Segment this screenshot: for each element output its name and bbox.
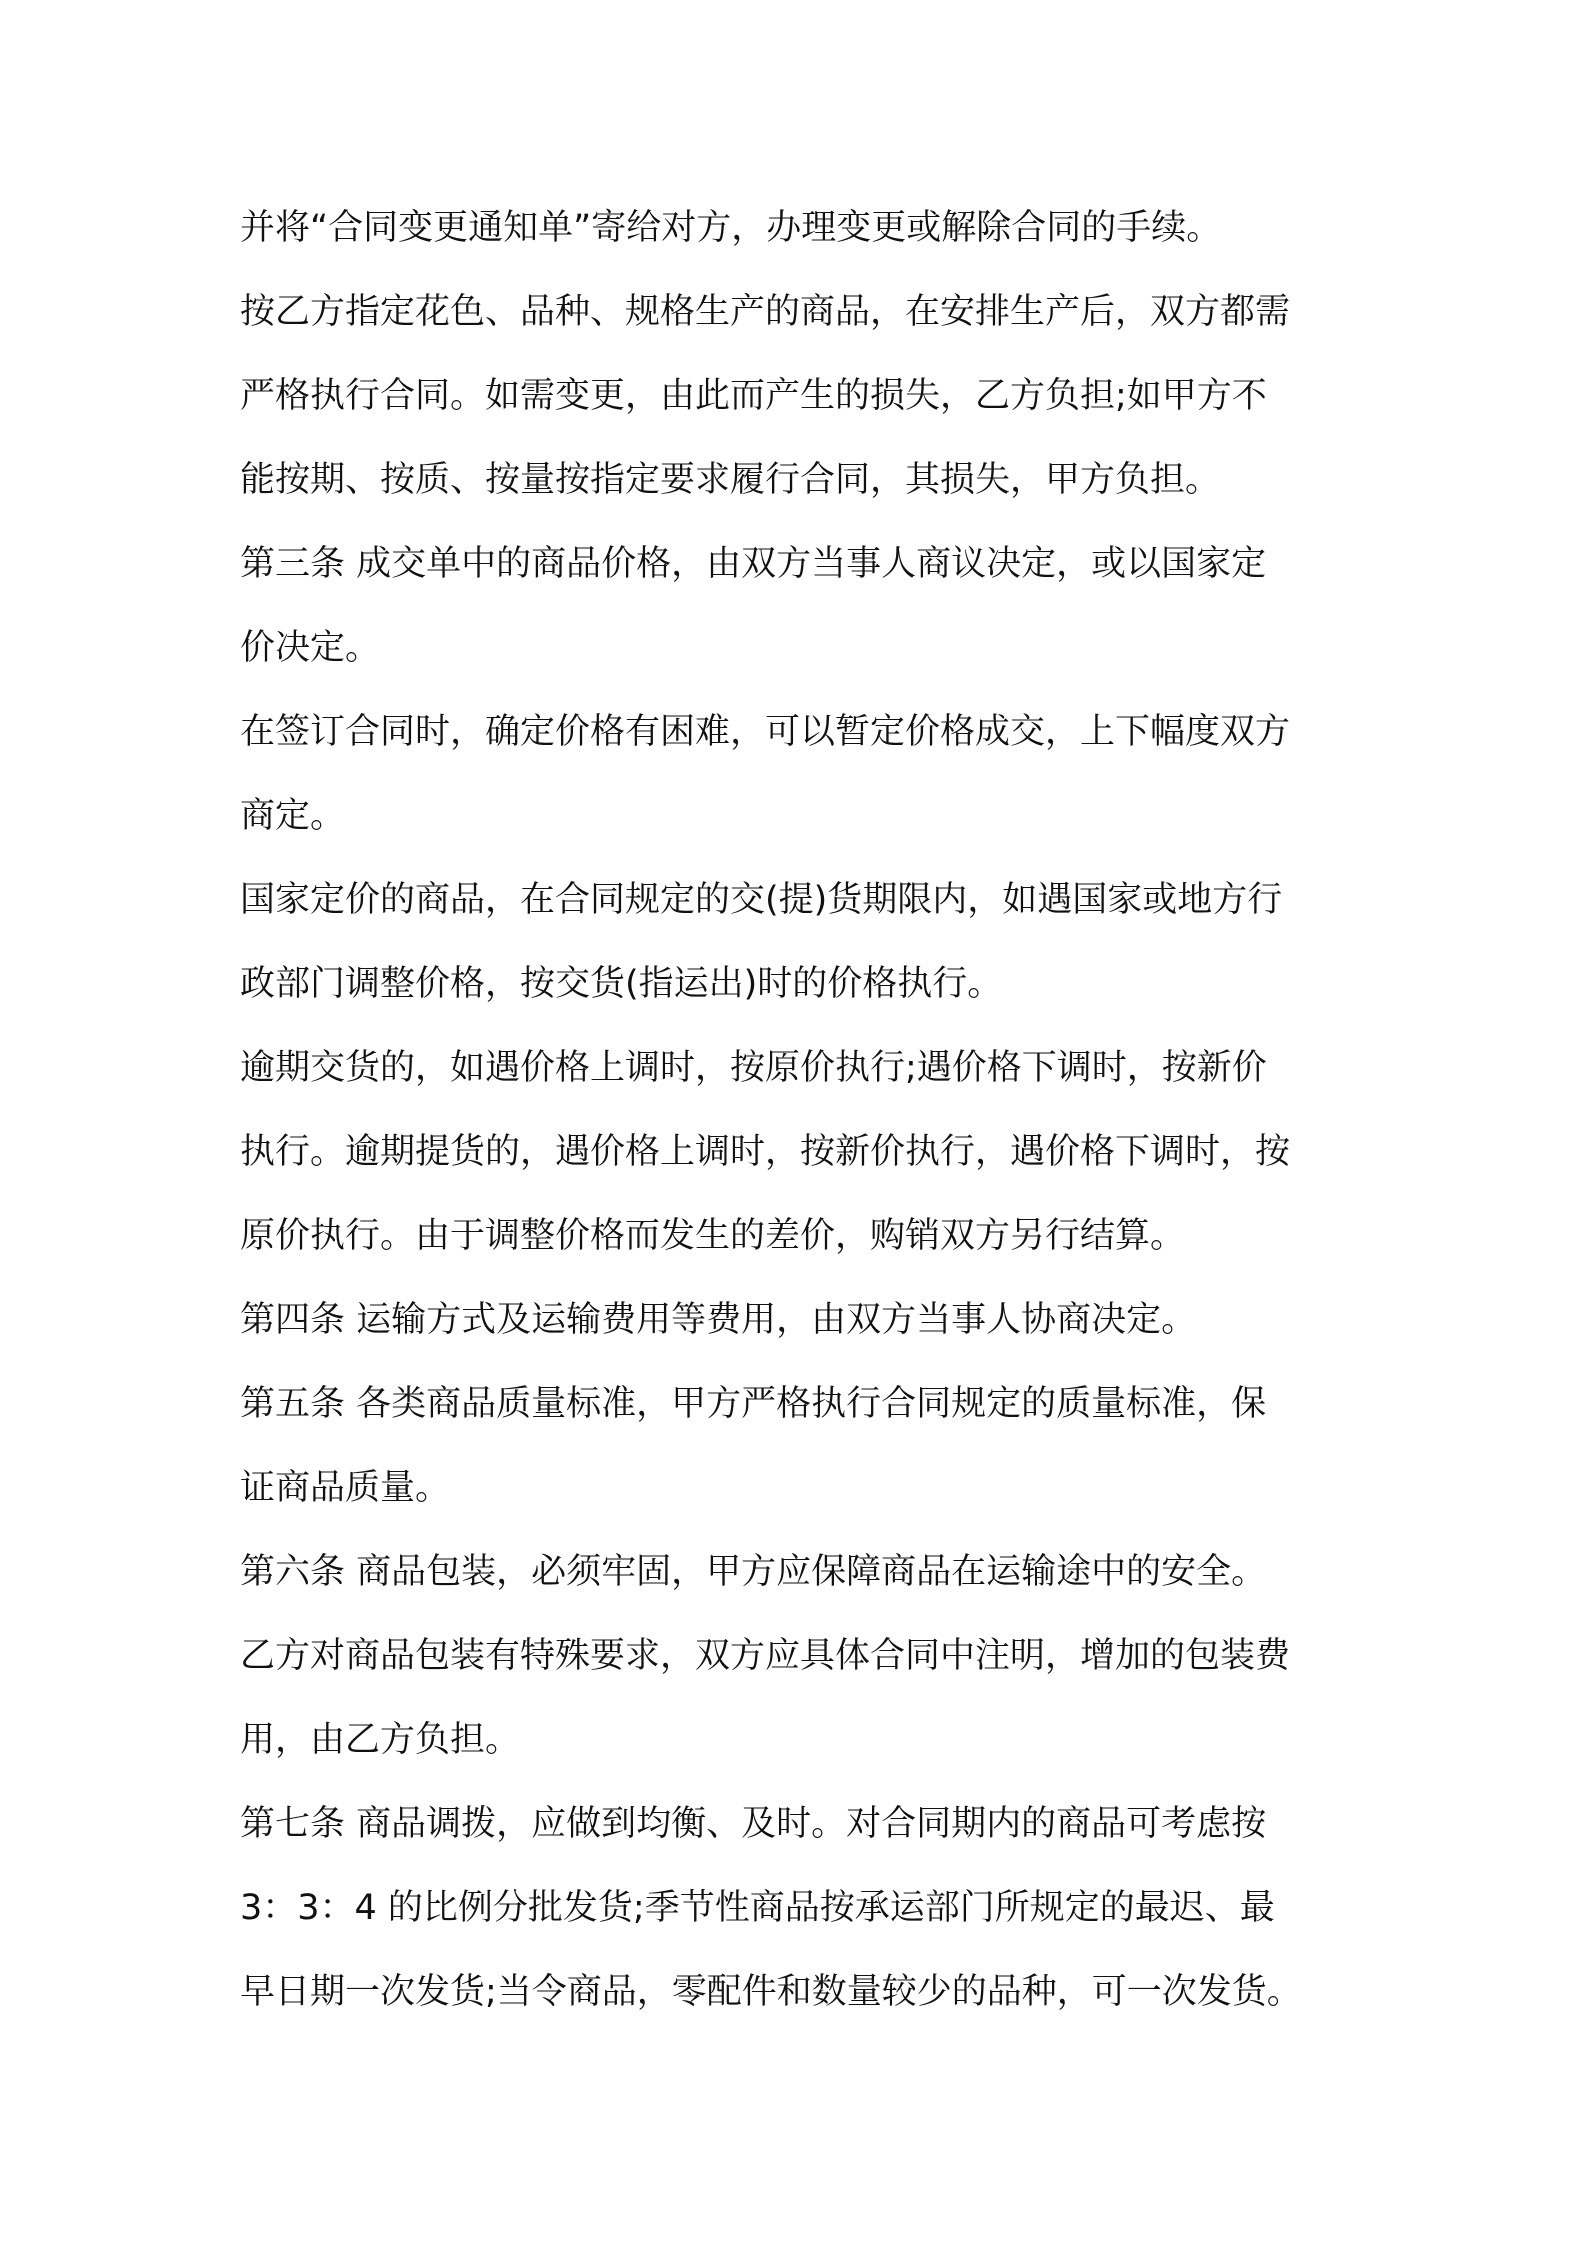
text-line: 第七条 商品调拨，应做到均衡、及时。对合同期内的商品可考虑按	[240, 1804, 1267, 1844]
text-line: 能按期、按质、按量按指定要求履行合同，其损失，甲方负担。	[240, 460, 1221, 500]
text-line: 第四条 运输方式及运输费用等费用，由双方当事人协商决定。	[240, 1300, 1197, 1340]
text-line: 逾期交货的，如遇价格上调时，按原价执行;遇价格下调时，按新价	[240, 1048, 1267, 1088]
text-line: 原价执行。由于调整价格而发生的差价，购销双方另行结算。	[240, 1216, 1186, 1256]
text-line: 证商品质量。	[240, 1468, 451, 1508]
text-line: 用，由乙方负担。	[240, 1720, 521, 1760]
text-line: 第三条 成交单中的商品价格，由双方当事人商议决定，或以国家定	[240, 544, 1267, 584]
text-line: 早日期一次发货;当令商品，零配件和数量较少的品种，可一次发货。	[240, 1972, 1302, 2012]
text-line: 商定。	[240, 796, 346, 836]
text-line: 在签订合同时，确定价格有困难，可以暂定价格成交，上下幅度双方	[240, 712, 1291, 752]
text-line: 3：3：4 的比例分批发货;季节性商品按承运部门所规定的最迟、最	[240, 1888, 1275, 1928]
text-line: 按乙方指定花色、品种、规格生产的商品，在安排生产后，双方都需	[240, 292, 1291, 332]
text-line: 价决定。	[240, 628, 381, 668]
text-line: 政部门调整价格，按交货(指运出)时的价格执行。	[240, 964, 1003, 1004]
text-line: 乙方对商品包装有特殊要求，双方应具体合同中注明，增加的包装费	[240, 1636, 1291, 1676]
text-line: 并将“合同变更通知单”寄给对方，办理变更或解除合同的手续。	[240, 208, 1222, 248]
text-line: 国家定价的商品，在合同规定的交(提)货期限内，如遇国家或地方行	[240, 880, 1283, 920]
text-line: 第五条 各类商品质量标准，甲方严格执行合同规定的质量标准，保	[240, 1384, 1267, 1424]
text-line: 执行。逾期提货的，遇价格上调时，按新价执行，遇价格下调时，按	[240, 1132, 1291, 1172]
text-line: 严格执行合同。如需变更，由此而产生的损失，乙方负担;如甲方不	[240, 376, 1267, 416]
contract-body-text	[240, 186, 1355, 2034]
text-line: 第六条 商品包装，必须牢固，甲方应保障商品在运输途中的安全。	[240, 1552, 1267, 1592]
